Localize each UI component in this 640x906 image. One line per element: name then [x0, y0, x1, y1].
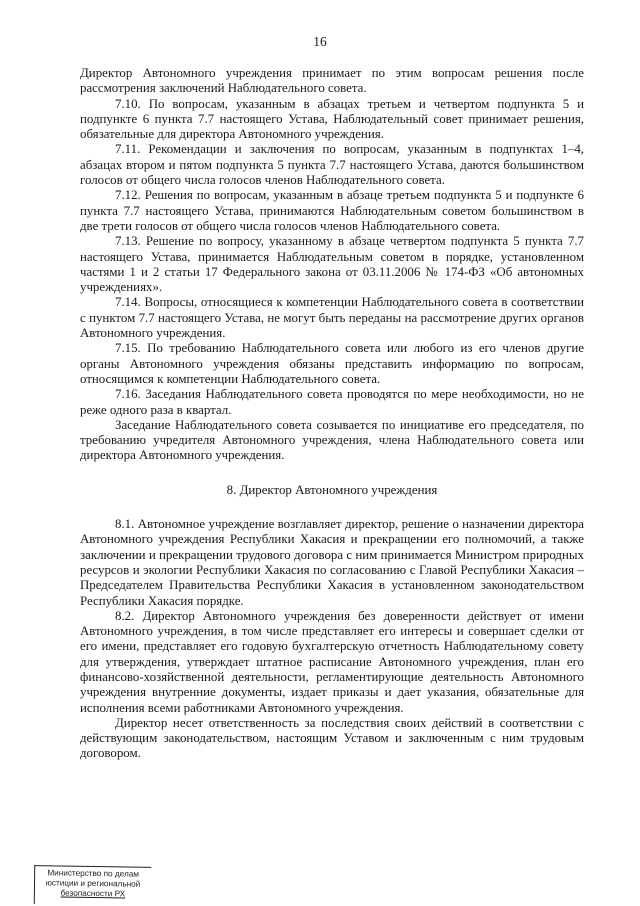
stamp-line-1: Министерство по делам — [47, 868, 140, 879]
section-title: 8. Директор Автономного учреждения — [226, 482, 438, 497]
paragraph-meeting-convening: Заседание Наблюдательного совета созывается по инициативе его председателя, по требованию учредителя Автономного учреждения, члена Наблюдательного совета или директора Автономного учреждения. — [80, 417, 584, 463]
paragraph-7-13: 7.13. Решение по вопросу, указанному в абзаце четвертом подпункта 5 пункта 7.7 настоящего Устава, принимается Наблюдательным советом в порядке, установленном частями 1 и 2 статьи 17 Федерального закона от 03.11.2006 № 174-ФЗ «Об автономных учреждениях». — [80, 234, 584, 295]
paragraph-8-2: 8.2. Директор Автономного учреждения без доверенности действует от имени Автономного учреждения, в том числе представляет его интересы и совершает сделки от его имени, представляет его годовую бухгалтерскую отчетность Наблюдательному совету для утверждения, утверждает штатное расписание Автономного учреждения, план его финансово-хозяйственной деятельности, регламентирующие деятельность Автономного учреждения внутренние документы, издает приказы и дает указания, обязательные для исполнения всеми работниками Автономного учреждения. — [80, 608, 584, 715]
page-number: 16 — [313, 34, 327, 49]
paragraph-7-15: 7.15. По требованию Наблюдательного совета или любого из его членов другие органы Автономного учреждения обязаны представить информацию по вопросам, относящимся к компетенции Наблюдательного совета. — [80, 341, 584, 386]
stamp-line-2: юстиции и региональной — [45, 878, 141, 889]
ministry-stamp — [34, 865, 152, 906]
stamp-line-3: безопасности РХ — [60, 888, 126, 899]
document-body — [80, 66, 584, 762]
paragraph-7-10: 7.10. По вопросам, указанным в абзацах третьем и четвертом подпункта 5 и подпункте 6 пункта 7.7 настоящего Устава, Наблюдательный совет принимает решения, обязательные для директора Автономного учреждения. — [80, 96, 584, 142]
paragraph-7-14: 7.14. Вопросы, относящиеся к компетенции Наблюдательного совета в соответствии с пунктом 7.7 настоящего Устава, не могут быть переданы на рассмотрение других органов Автономного учреждения. — [80, 295, 584, 341]
paragraph-7-11: 7.11. Рекомендации и заключения по вопросам, указанным в подпунктах 1–4, абзацах втором и пятом подпункта 5 пункта 7.7 настоящего Устава, даются большинством голосов от общего числа голосов членов Наблюдательного совета. — [80, 142, 584, 188]
paragraph-8-1: 8.1. Автономное учреждение возглавляет директор, решение о назначении директора Автономного учреждения Республики Хакасия и прекращении его полномочий, а также заключении и прекращении трудового договора с ним принимается Министром природных ресурсов и экологии Республики Хакасия по согласованию с Главой Республики Хакасия – Председателем Правительства Республики Хакасия в установленном законодательством Республики Хакасия порядке. — [80, 517, 584, 608]
paragraph-director-responsibility: Директор несет ответственность за последствия своих действий в соответствии с действующим законодательством, настоящим Уставом и заключенным с ним трудовым договором. — [80, 715, 584, 761]
paragraph-7-12: 7.12. Решения по вопросам, указанным в абзаце третьем подпункта 5 и подпункте 6 пункта 7.7 настоящего Устава, принимаются Наблюдательным советом большинством в две трети голосов от общего числа голосов членов Наблюдательного совета. — [80, 188, 584, 233]
paragraph-continuation: Директор Автономного учреждения принимает по этим вопросам решения после рассмотрения заключений Наблюдательного совета. — [80, 66, 584, 96]
paragraph-7-16: 7.16. Заседания Наблюдательного совета проводятся по мере необходимости, но не реже одного раза в квартал. — [80, 387, 584, 417]
